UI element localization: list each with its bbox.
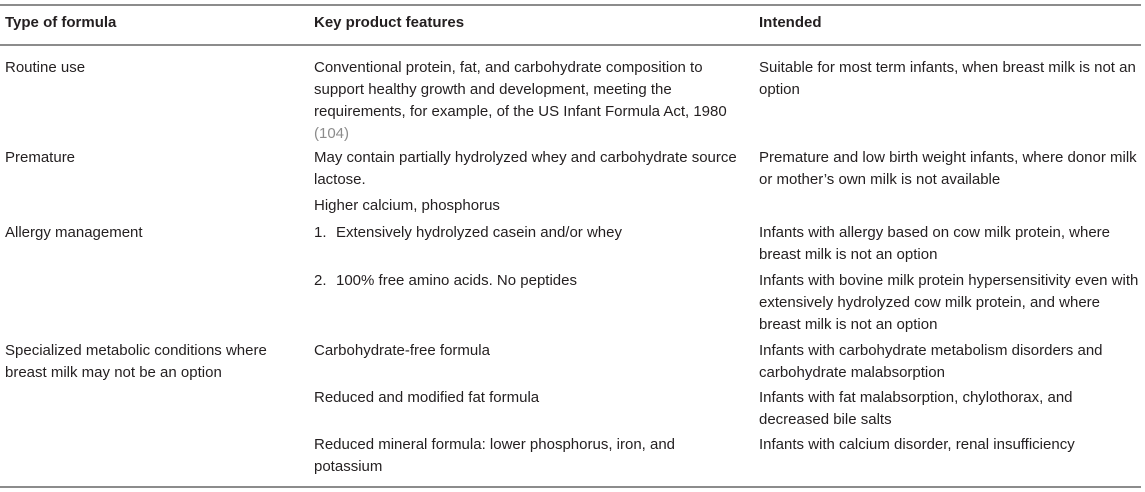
metabolic-feature-2: Reduced and modified fat formula — [314, 389, 540, 406]
table-top-rule — [0, 4, 1141, 6]
metabolic-type: Specialized metabolic conditions where breast milk may not be an option — [5, 342, 267, 381]
metabolic-intended-3: Infants with calcium disorder, renal insufficiency — [759, 436, 1075, 453]
allergy-intended-2: Infants with bovine milk protein hypersensitivity even with extensively hydrolyzed cow milk protein, and where breast milk is not an option — [759, 272, 1139, 333]
allergy-item-2-text: 100% free amino acids. No peptides — [336, 272, 577, 289]
header-type: Type of formula — [5, 14, 117, 31]
routine-type: Routine use — [5, 59, 86, 76]
routine-features-text: Conventional protein, fat, and carbohydrate composition to support healthy growth and development, meeting the requirements, for example, of the US Infant Formula Act, 1980 — [314, 59, 727, 120]
routine-ref-link[interactable]: 104 — [319, 125, 345, 142]
routine-intended: Suitable for most term infants, when breast milk is not an option — [759, 59, 1136, 98]
allergy-item-1 — [314, 222, 744, 244]
header-features: Key product features — [314, 14, 465, 31]
allergy-type: Allergy management — [5, 224, 143, 241]
premature-type: Premature — [5, 149, 76, 166]
metabolic-intended-1: Infants with carbohydrate metabolism disorders and carbohydrate malabsorption — [759, 342, 1103, 381]
metabolic-intended-2: Infants with fat malabsorption, chylothorax, and decreased bile salts — [759, 389, 1073, 428]
allergy-item-2 — [314, 270, 744, 292]
premature-features: May contain partially hydrolyzed whey and carbohydrate source lactose. — [314, 149, 737, 188]
metabolic-feature-3: Reduced mineral formula: lower phosphorus, iron, and potassium — [314, 436, 676, 475]
table-bottom-rule — [0, 486, 1141, 488]
allergy-item-2-num: 2. — [314, 272, 327, 289]
routine-features — [314, 57, 744, 145]
premature-intended: Premature and low birth weight infants, where donor milk or mother’s own milk is not available — [759, 149, 1137, 188]
allergy-intended-1: Infants with allergy based on cow milk protein, where breast milk is not an option — [759, 224, 1111, 263]
header-intended: Intended — [759, 14, 822, 31]
header-rule — [0, 44, 1141, 46]
routine-ref-open: ( — [314, 125, 319, 142]
metabolic-feature-1: Carbohydrate-free formula — [314, 342, 490, 359]
premature-features-2: Higher calcium, phosphorus — [314, 197, 500, 214]
allergy-item-1-text: Extensively hydrolyzed casein and/or whey — [336, 224, 622, 241]
routine-ref-close: ) — [344, 125, 350, 142]
allergy-item-1-num: 1. — [314, 224, 327, 241]
